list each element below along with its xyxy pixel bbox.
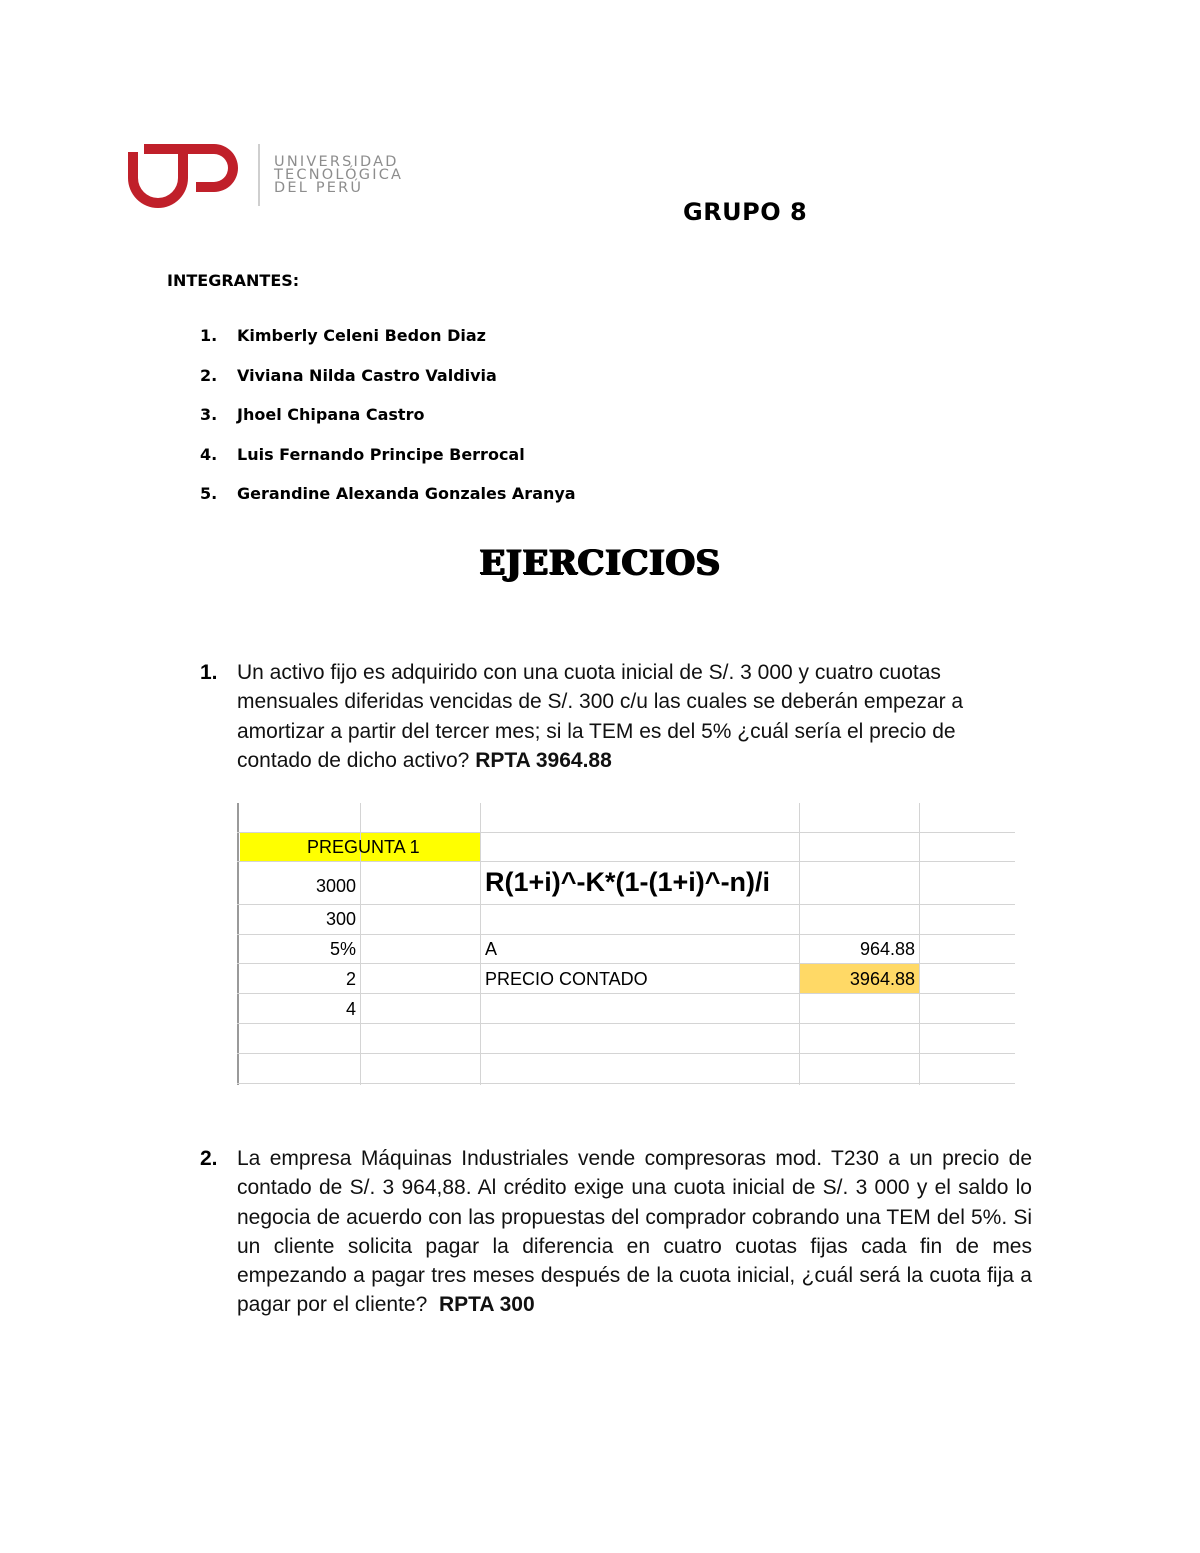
sheet-value-a: 964.88	[859, 939, 915, 959]
sheet-header-cell: PREGUNTA 1	[307, 837, 420, 857]
member-item: 2. Viviana Nilda Castro Valdivia	[200, 366, 497, 385]
university-logo	[122, 140, 442, 212]
utp-logo-icon	[122, 140, 244, 210]
exercise-2-answer: RPTA 300	[438, 1293, 535, 1317]
sheet-value-cell: 5%	[329, 939, 356, 959]
logo-text-line-1: UNIVERSIDAD	[274, 154, 399, 170]
logo-divider	[258, 144, 260, 206]
exercise-2-number: 2.	[200, 1147, 218, 1170]
spreadsheet-excerpt	[237, 803, 1015, 1085]
logo-text-line-3: DEL PERÚ	[274, 180, 364, 196]
member-item: 1. Kimberly Celeni Bedon Diaz	[200, 326, 486, 345]
member-item: 5. Gerandine Alexanda Gonzales Aranya	[200, 484, 576, 503]
group-title: GRUPO 8	[683, 198, 808, 226]
members-label: INTEGRANTES:	[167, 271, 300, 290]
sheet-formula-cell: R(1+i)^-K*(1-(1+i)^-n)/i	[485, 867, 771, 897]
sheet-label-price: PRECIO CONTADO	[485, 969, 648, 989]
exercise-1-number: 1.	[200, 661, 218, 684]
logo-text-line-2: TECNOLÓGICA	[274, 167, 404, 183]
sheet-value-cell: 300	[325, 909, 356, 929]
exercise-1-text: Un activo fijo es adquirido con una cuota inicial de S/. 3 000 y cuatro cuotas mensuales diferidas vencidas de S/. 300 c/u las cuales se deberán empezar a amortizar a partir del tercer mes; si la TEM es del 5% ¿cuál sería el precio de contado de dicho activo? RPTA 3964.88	[237, 661, 964, 772]
exercise-1-answer: RPTA 3964.88	[475, 748, 612, 772]
sheet-value-price: 3964.88	[849, 969, 915, 989]
sheet-value-cell: 4	[345, 999, 356, 1019]
member-item: 4. Luis Fernando Principe Berrocal	[200, 445, 525, 464]
sheet-value-cell: 2	[345, 969, 356, 989]
exercise-2-text: La empresa Máquinas Industriales vende compresoras mod. T230 a un precio de contado de S/. 3 964,88. Al crédito exige una cuota inicial de S/. 3 000 y el saldo lo negocia de acuerdo con las propuestas del comprador cobrando una TEM del 5%. Si un cliente solicita pagar la diferencia en cuatro cuotas fijas cada fin de mes empezando a pagar tres meses después de la cuota inicial, ¿cuál será la cuota fija a pagar por el cliente? RPTA 300	[237, 1147, 1032, 1317]
exercises-title: EJERCICIOS	[479, 543, 721, 583]
member-item: 3. Jhoel Chipana Castro	[200, 405, 425, 424]
sheet-label-a: A	[485, 939, 498, 959]
sheet-value-cell: 3000	[315, 876, 356, 896]
